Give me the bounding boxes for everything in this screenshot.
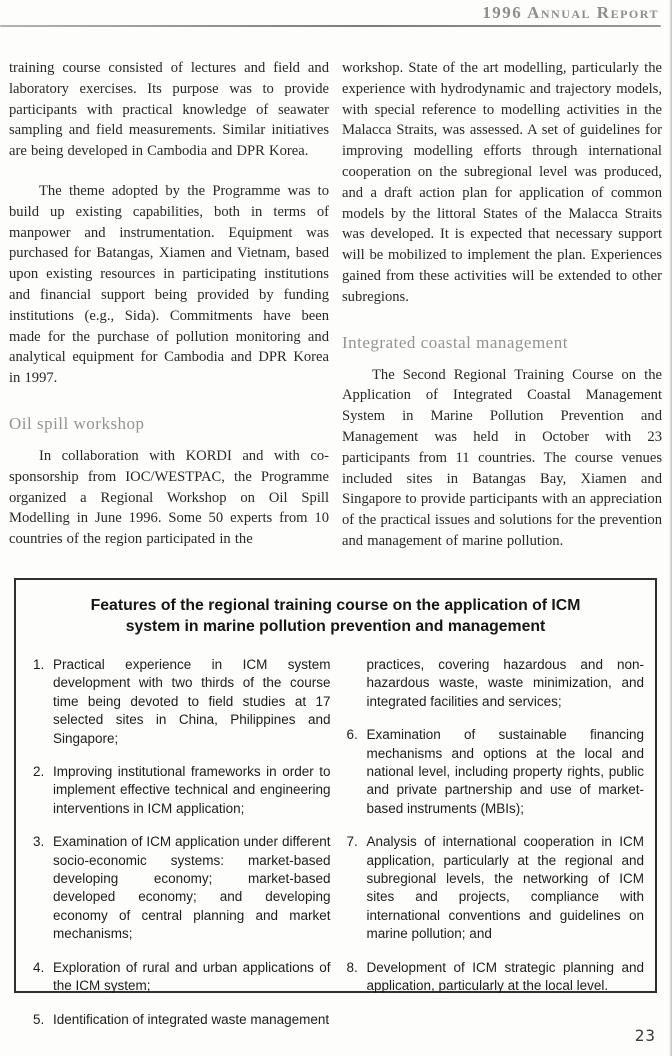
item-text: Examination of ICM application under different socio-economic systems: market-based developing economy; market-based developed economy; and developing economy of central planning and market mechanisms; bbox=[53, 834, 331, 942]
article-body bbox=[9, 58, 662, 552]
item-number: 7. bbox=[346, 834, 358, 850]
list-item-3 bbox=[33, 833, 331, 943]
report-header-title: 1996 Annual Report bbox=[482, 3, 659, 22]
list-item-5-continued bbox=[347, 656, 645, 711]
item-number: 3. bbox=[33, 834, 45, 850]
list-item-6 bbox=[347, 726, 645, 818]
list-item-4 bbox=[33, 959, 331, 996]
item-number: 8. bbox=[346, 959, 358, 975]
item-text: Practical experience in ICM system development with two thirds of the course time being devoted to field studies at 17 selected sites in China, Philippines and Singapore; bbox=[53, 657, 331, 746]
item-number: 2. bbox=[33, 764, 45, 780]
item-text: practices, covering hazardous and non-hazardous waste, waste minimization, and integrated facilities and services; bbox=[366, 657, 644, 709]
section-heading-oil-spill-workshop: Oil spill workshop bbox=[9, 413, 145, 433]
feature-list-right bbox=[347, 656, 645, 1029]
list-item-1 bbox=[33, 656, 331, 748]
feature-list bbox=[27, 656, 644, 1029]
item-number: 5. bbox=[33, 1011, 45, 1027]
feature-list-left bbox=[27, 656, 331, 1029]
paragraph: In collaboration with KORDI and with co-sponsorship from IOC/WESTPAC, the Programme organized a Regional Workshop on Oil Spill Modelling in June 1996. Some 50 experts from 10 countries of the region participated in the bbox=[9, 447, 329, 548]
item-number: 4. bbox=[33, 959, 45, 975]
feature-box bbox=[14, 578, 657, 1027]
list-item-5 bbox=[33, 1011, 331, 1029]
right-column bbox=[342, 58, 662, 552]
section-heading-integrated-coastal-management: Integrated coastal management bbox=[342, 332, 568, 352]
paragraph: training course consisted of lectures and field and laboratory exercises. Its purpose was to provide participants with practical knowledge of seawater sampling and field measurements. Similar initiatives are being developed in Cambodia and DPR Korea. bbox=[9, 60, 329, 160]
item-text: Identification of integrated waste management bbox=[53, 1011, 330, 1027]
paragraph: The Second Regional Training Course on the Application of Integrated Coastal Management System in Marine Pollution Prevention and Management was held in October with 23 participants from 11 countries. The course venues included sites in Batangas Bay, Xiamen and Singapore to provide participants with an appreciation of the practical issues and solutions for the prevention and management of marine pollution. bbox=[342, 366, 662, 549]
item-text: Examination of sustainable financing mechanisms and options at the local and national level, including property rights, public and private partnership and use of market-based instruments (MBIs); bbox=[366, 727, 644, 816]
header-rule bbox=[0, 25, 661, 27]
list-item-2 bbox=[33, 763, 331, 818]
item-number bbox=[347, 656, 367, 711]
page-number: 23 bbox=[634, 1026, 656, 1045]
list-item-8 bbox=[347, 959, 645, 996]
item-number: 1. bbox=[33, 657, 45, 672]
left-column bbox=[9, 58, 329, 552]
item-text: Exploration of rural and urban applications of the ICM system; bbox=[53, 959, 331, 994]
paragraph: The theme adopted by the Programme was to build up existing capabilities, both in terms of manpower and instrumentation. Equipment was purchased for Batangas, Xiamen and Vietnam, based upon existing resources in participating institutions and financial support being provided by funding institutions (e.g., Sida). Commitments have been made for the purchase of pollution monitoring and analytical equipment for Cambodia and DPR Korea in 1997. bbox=[9, 182, 329, 387]
paragraph: workshop. State of the art modelling, particularly the experience with hydrodynamic and trajectory models, with special reference to modelling activities in the Malacca Straits, was assessed. A set of guidelines for improving modelling efforts through international cooperation on the subregional level was produced, and a draft action plan for application of common models by the littoral States of the Malacca Straits was developed. It is expected that necessary support will be mobilized to implement the plan. Experiences gained from these activities will be extended to other subregions. bbox=[342, 60, 662, 305]
item-text: Improving institutional frameworks in order to implement effective technical and engineering interventions in ICM application; bbox=[53, 764, 331, 816]
list-item-7 bbox=[347, 833, 645, 943]
item-number: 6. bbox=[346, 727, 358, 743]
item-text: Analysis of international cooperation in ICM application, particularly at the regional and subregional levels, the networking of ICM sites and projects, compliance with international conventions and guidelines on marine pollution; and bbox=[366, 834, 644, 942]
feature-box-title: Features of the regional training course on the application of ICM system in marine pollution prevention and management bbox=[90, 597, 581, 635]
item-text: Development of ICM strategic planning and application, particularly at the local level. bbox=[366, 959, 644, 994]
